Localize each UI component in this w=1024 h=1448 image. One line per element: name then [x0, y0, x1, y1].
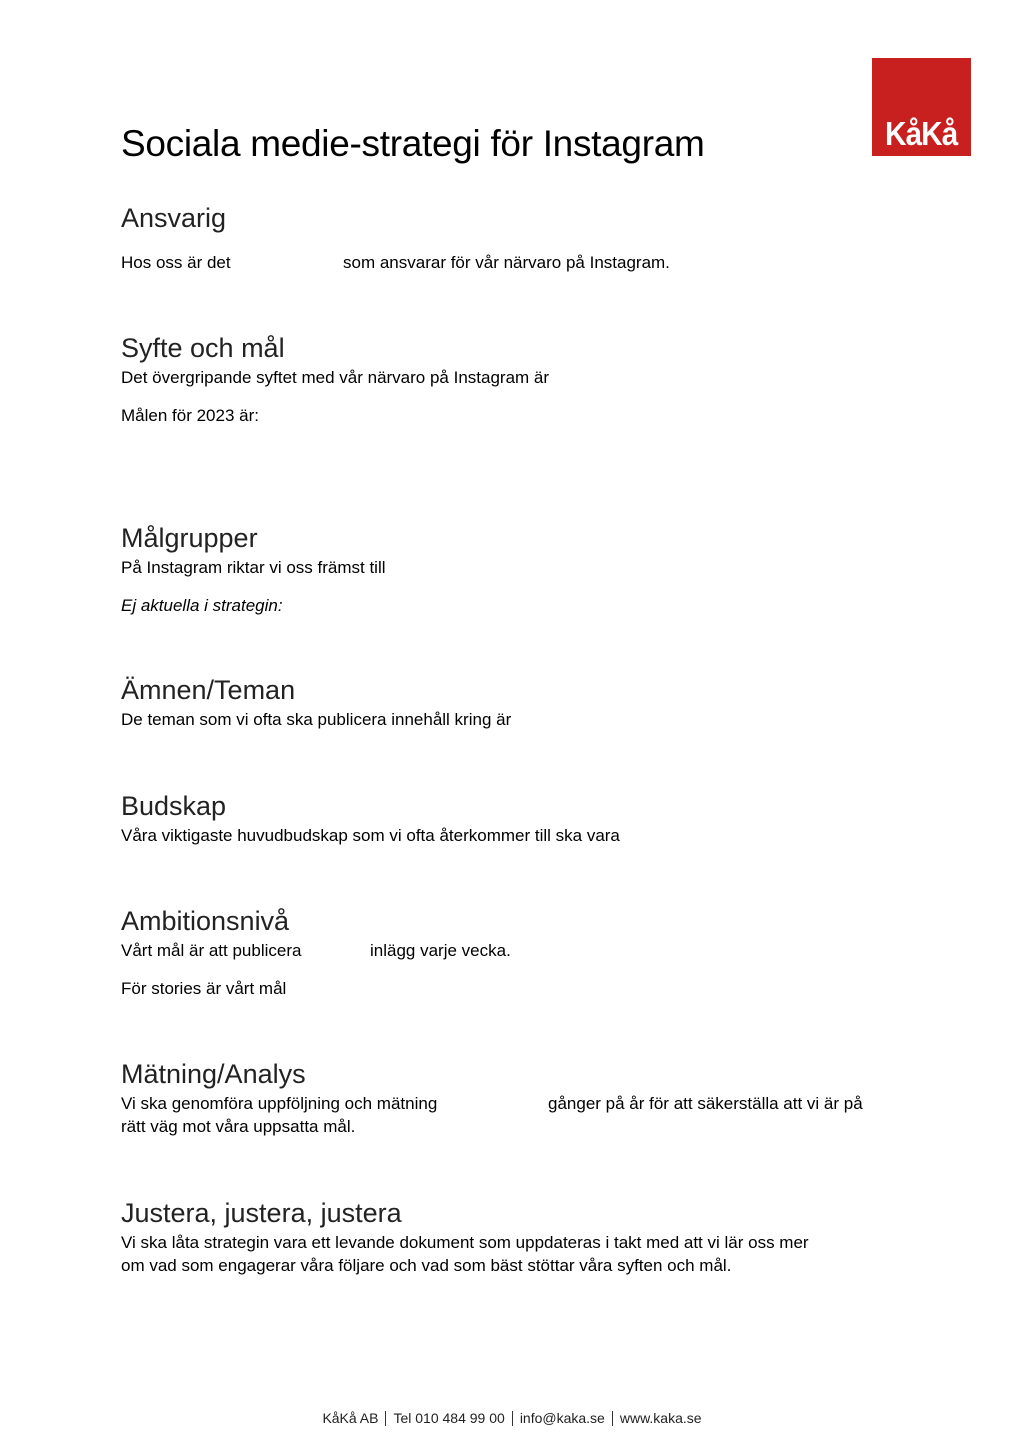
heading-matning: Mätning/Analys: [121, 1059, 306, 1089]
footer-divider: [385, 1411, 386, 1426]
budskap-text: Våra viktigaste huvudbudskap som vi ofta återkommer till ska vara: [121, 826, 620, 845]
malgrupper-text: På Instagram riktar vi oss främst till: [121, 558, 386, 577]
heading-malgrupper: Målgrupper: [121, 523, 258, 553]
kaka-logo: [872, 58, 971, 156]
justera-text-line1: Vi ska låta strategin vara ett levande dokument som uppdateras i takt med att vi lär oss mer: [121, 1233, 809, 1252]
matning-text-start: Vi ska genomföra uppföljning och mätning: [121, 1094, 438, 1113]
logo-text: KåKå: [885, 115, 958, 152]
ej-aktuella-text: Ej aktuella i strategin:: [121, 596, 283, 615]
ambition-text-end: inlägg varje vecka.: [370, 941, 511, 960]
amnen-text: De teman som vi ofta ska publicera innehåll kring är: [121, 710, 512, 729]
heading-budskap: Budskap: [121, 791, 227, 821]
page-title: Sociala medie-strategi för Instagram: [121, 123, 705, 164]
heading-amnen: Ämnen/Teman: [121, 675, 296, 705]
heading-ambition: Ambitionsnivå: [121, 906, 290, 936]
malen-text: Målen för 2023 är:: [121, 406, 259, 425]
footer-divider: [512, 1411, 513, 1426]
footer-divider: [612, 1411, 613, 1426]
footer-phone: Tel 010 484 99 00: [393, 1410, 505, 1426]
footer-email[interactable]: info@kaka.se: [519, 1410, 605, 1426]
matning-text-line2: rätt väg mot våra uppsatta mål.: [121, 1117, 356, 1136]
ansvarig-text-start: Hos oss är det: [121, 253, 231, 272]
heading-syfte: Syfte och mål: [121, 333, 285, 363]
ambition-text-start: Vårt mål är att publicera: [121, 941, 302, 960]
justera-text-line2: om vad som engagerar våra följare och vad som bäst stöttar våra syften och mål.: [121, 1256, 732, 1275]
ansvarig-text-end: som ansvarar för vår närvaro på Instagram.: [343, 253, 670, 272]
heading-ansvarig: Ansvarig: [121, 203, 227, 233]
footer-company: KåKå AB: [322, 1410, 379, 1426]
matning-text-end: gånger på år för att säkerställa att vi är på: [548, 1094, 863, 1113]
footer: [0, 1410, 1024, 1426]
footer-web[interactable]: www.kaka.se: [619, 1410, 702, 1426]
heading-justera: Justera, justera, justera: [121, 1198, 402, 1228]
stories-text: För stories är vårt mål: [121, 979, 287, 998]
syfte-text: Det övergripande syftet med vår närvaro på Instagram är: [121, 368, 550, 387]
